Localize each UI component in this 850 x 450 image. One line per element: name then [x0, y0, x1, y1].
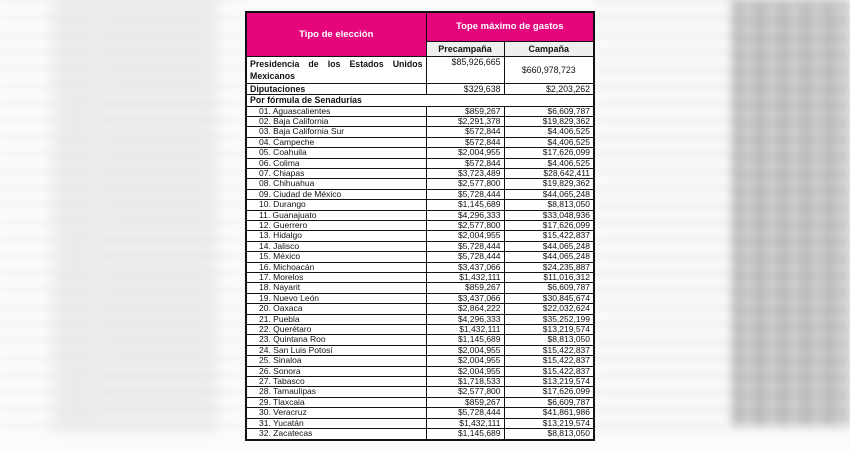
- table-row: [246, 314, 594, 324]
- precampana-cell: $2,004,955: [426, 366, 504, 376]
- election-type-cell: 21. Puebla: [246, 314, 426, 324]
- campana-cell: $8,813,050: [504, 200, 594, 210]
- precampana-cell: $2,004,955: [426, 148, 504, 158]
- election-type-cell: 02. Baja California: [246, 116, 426, 126]
- precampana-cell: $4,296,333: [426, 314, 504, 324]
- precampana-cell: $2,577,800: [426, 387, 504, 397]
- table-header: [246, 12, 594, 56]
- election-type-cell: Diputaciones: [246, 83, 426, 94]
- table-row: [246, 408, 594, 418]
- table-row: [246, 127, 594, 137]
- precampana-cell: $1,145,689: [426, 200, 504, 210]
- precampana-cell: $1,145,689: [426, 335, 504, 345]
- election-type-cell: 17. Morelos: [246, 273, 426, 283]
- precampana-cell: $1,432,111: [426, 325, 504, 335]
- precampana-cell: $2,864,222: [426, 304, 504, 314]
- campana-cell: $17,626,099: [504, 220, 594, 230]
- precampana-cell: $329,638: [426, 83, 504, 94]
- campana-cell: $44,065,248: [504, 189, 594, 199]
- campana-cell: $44,065,248: [504, 241, 594, 251]
- header-precampana: Precampaña: [426, 41, 504, 56]
- campana-cell: $15,422,837: [504, 366, 594, 376]
- background-blur-left-numbers: [52, 0, 100, 430]
- table-row: [246, 273, 594, 283]
- precampana-cell: $2,577,800: [426, 220, 504, 230]
- campana-cell: $17,626,099: [504, 387, 594, 397]
- precampana-cell: $859,267: [426, 397, 504, 407]
- election-type-cell: 22. Querétaro: [246, 325, 426, 335]
- table-row: [246, 356, 594, 366]
- campana-cell: $4,406,525: [504, 137, 594, 147]
- campana-cell: $19,829,362: [504, 179, 594, 189]
- election-type-cell: 04. Campeche: [246, 137, 426, 147]
- spending-limits-table: [245, 11, 595, 441]
- election-type-cell: 12. Guerrero: [246, 220, 426, 230]
- precampana-cell: $2,004,955: [426, 356, 504, 366]
- background-blur-right-text: [732, 0, 850, 430]
- precampana-cell: $4,296,333: [426, 210, 504, 220]
- precampana-cell: $5,728,444: [426, 189, 504, 199]
- header-tope-maximo: Tope máximo de gastos: [426, 12, 594, 41]
- precampana-cell: $2,004,955: [426, 345, 504, 355]
- campana-cell: $8,813,050: [504, 335, 594, 345]
- election-type-cell: Presidencia de los Estados Unidos Mexicanos: [246, 56, 426, 83]
- campana-cell: $30,845,674: [504, 293, 594, 303]
- campana-cell: $6,609,787: [504, 283, 594, 293]
- campana-cell: $4,406,525: [504, 158, 594, 168]
- precampana-cell: $5,728,444: [426, 408, 504, 418]
- precampana-cell: $859,267: [426, 106, 504, 116]
- table-row: [246, 148, 594, 158]
- table-row: [246, 158, 594, 168]
- table-row: [246, 418, 594, 428]
- table-row: [246, 345, 594, 355]
- election-type-cell: 13. Hidalgo: [246, 231, 426, 241]
- election-type-cell: 28. Tamaulipas: [246, 387, 426, 397]
- precampana-cell: $3,437,066: [426, 293, 504, 303]
- election-type-cell: 32. Zacatecas: [246, 429, 426, 440]
- table-row: [246, 137, 594, 147]
- precampana-cell: $1,145,689: [426, 429, 504, 440]
- campana-cell: $13,219,574: [504, 418, 594, 428]
- election-type-cell: 09. Ciudad de México: [246, 189, 426, 199]
- table-row: [246, 366, 594, 376]
- campana-cell: $15,422,837: [504, 356, 594, 366]
- table-row: [246, 220, 594, 230]
- election-type-cell: 27. Tabasco: [246, 377, 426, 387]
- header-row-main: [246, 12, 594, 41]
- campana-cell: $6,609,787: [504, 106, 594, 116]
- campana-cell: $33,048,936: [504, 210, 594, 220]
- campana-cell: $17,626,099: [504, 148, 594, 158]
- table-row: [246, 377, 594, 387]
- table-row: [246, 94, 594, 106]
- campana-cell: $11,016,312: [504, 273, 594, 283]
- table-row: [246, 189, 594, 199]
- precampana-cell: $859,267: [426, 283, 504, 293]
- election-type-cell: 07. Chiapas: [246, 168, 426, 178]
- campana-cell: $6,609,787: [504, 397, 594, 407]
- campana-cell: $660,978,723: [504, 56, 594, 83]
- header-tipo-eleccion: Tipo de elección: [246, 12, 426, 56]
- election-type-cell: 10. Durango: [246, 200, 426, 210]
- campana-cell: $13,219,574: [504, 377, 594, 387]
- background-blur-right-fade: [725, 420, 850, 450]
- campana-cell: $2,203,262: [504, 83, 594, 94]
- election-type-cell: 26. Sonora: [246, 366, 426, 376]
- background-blur-right-rows: [595, 0, 743, 428]
- table-row: [246, 429, 594, 440]
- precampana-cell: $5,728,444: [426, 252, 504, 262]
- table-body: [246, 56, 594, 440]
- election-type-cell: 16. Michoacán: [246, 262, 426, 272]
- table-row: [246, 262, 594, 272]
- table-row: [246, 200, 594, 210]
- background-blur-left-rows: [0, 0, 245, 440]
- precampana-cell: $85,926,665: [426, 56, 504, 83]
- table-row: [246, 168, 594, 178]
- header-campana: Campaña: [504, 41, 594, 56]
- precampana-cell: $2,291,378: [426, 116, 504, 126]
- election-type-cell: 11. Guanajuato: [246, 210, 426, 220]
- background-blur-left-names: [98, 0, 218, 430]
- table-row: [246, 241, 594, 251]
- election-type-cell: 08. Chihuahua: [246, 179, 426, 189]
- election-type-cell: 01. Aguascalientes: [246, 106, 426, 116]
- election-type-cell: 20. Oaxaca: [246, 304, 426, 314]
- table-row: [246, 325, 594, 335]
- table-row: [246, 231, 594, 241]
- table-row: [246, 179, 594, 189]
- precampana-cell: $572,844: [426, 137, 504, 147]
- election-type-cell: 14. Jalisco: [246, 241, 426, 251]
- precampana-cell: $2,577,800: [426, 179, 504, 189]
- table-row: [246, 293, 594, 303]
- campana-cell: $41,861,986: [504, 408, 594, 418]
- campana-cell: $15,422,837: [504, 231, 594, 241]
- table-row: [246, 304, 594, 314]
- table-row: [246, 387, 594, 397]
- campana-cell: $24,235,887: [504, 262, 594, 272]
- spending-limits-table-wrap: [245, 11, 595, 441]
- election-type-cell: 03. Baja California Sur: [246, 127, 426, 137]
- campana-cell: $35,252,199: [504, 314, 594, 324]
- table-row: [246, 116, 594, 126]
- election-type-cell: 30. Veracruz: [246, 408, 426, 418]
- table-row: [246, 397, 594, 407]
- precampana-cell: $5,728,444: [426, 241, 504, 251]
- campana-cell: $28,642,411: [504, 168, 594, 178]
- campana-cell: $15,422,837: [504, 345, 594, 355]
- election-type-cell: 29. Tlaxcala: [246, 397, 426, 407]
- table-row: [246, 106, 594, 116]
- table-row: [246, 83, 594, 94]
- table-row: [246, 283, 594, 293]
- precampana-cell: $572,844: [426, 158, 504, 168]
- table-row: [246, 210, 594, 220]
- precampana-cell: $3,437,066: [426, 262, 504, 272]
- precampana-cell: $3,723,489: [426, 168, 504, 178]
- precampana-cell: $1,432,111: [426, 418, 504, 428]
- campana-cell: $4,406,525: [504, 127, 594, 137]
- precampana-cell: $2,004,955: [426, 231, 504, 241]
- election-type-cell: 19. Nuevo León: [246, 293, 426, 303]
- election-type-cell: 25. Sinaloa: [246, 356, 426, 366]
- election-type-cell: 23. Quintana Roo: [246, 335, 426, 345]
- section-label: Por fórmula de Senadurías: [246, 94, 594, 106]
- election-type-cell: 05. Coahuila: [246, 148, 426, 158]
- campana-cell: $44,065,248: [504, 252, 594, 262]
- election-type-cell: 18. Nayarit: [246, 283, 426, 293]
- election-type-cell: 31. Yucatán: [246, 418, 426, 428]
- table-row: [246, 252, 594, 262]
- campana-cell: $22,032,624: [504, 304, 594, 314]
- campana-cell: $19,829,362: [504, 116, 594, 126]
- election-type-cell: 15. México: [246, 252, 426, 262]
- precampana-cell: $572,844: [426, 127, 504, 137]
- table-row: [246, 335, 594, 345]
- table-row: [246, 56, 594, 83]
- election-type-cell: 06. Colima: [246, 158, 426, 168]
- campana-cell: $13,219,574: [504, 325, 594, 335]
- election-type-cell: 24. San Luis Potosí: [246, 345, 426, 355]
- precampana-cell: $1,432,111: [426, 273, 504, 283]
- precampana-cell: $1,718,533: [426, 377, 504, 387]
- campana-cell: $8,813,050: [504, 429, 594, 440]
